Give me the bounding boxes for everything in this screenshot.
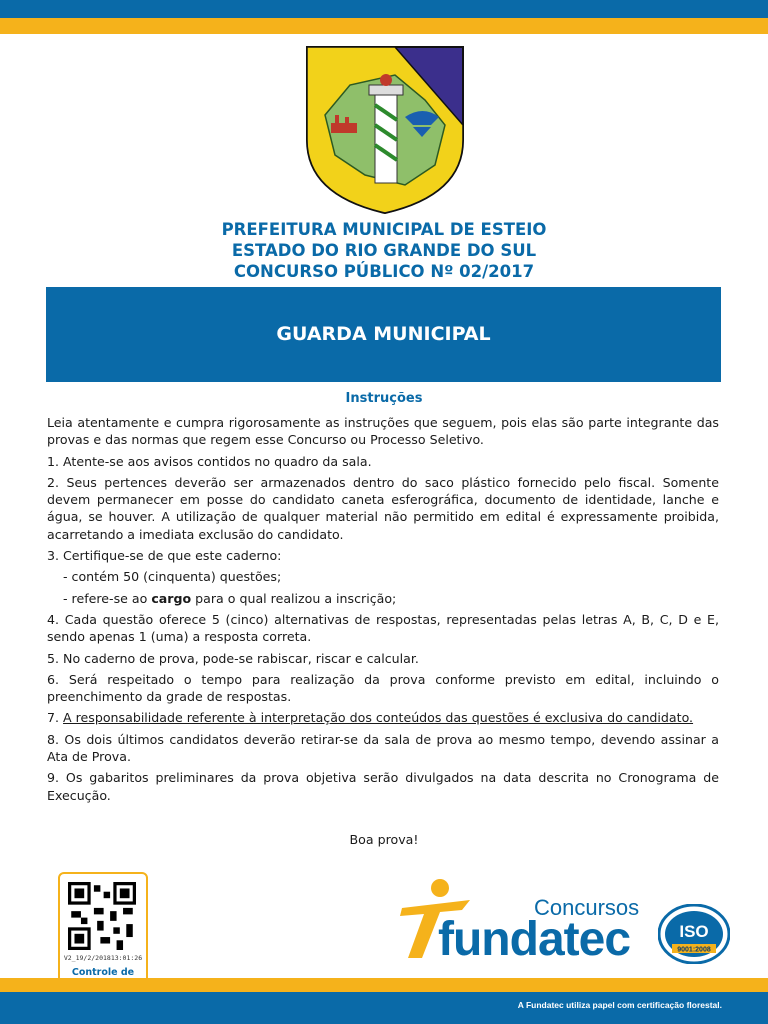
instruction-item-6: 6. Será respeitado o tempo para realização da prova conforme previsto em edital, incluindo o preenchimento da grade de respostas. — [47, 671, 719, 705]
seal-code: V2_19/2/201813:01:26 — [63, 954, 143, 962]
instruction-item-9: 9. Os gabaritos preliminares da prova objetiva serão divulgados na data descrita no Cronograma de Execução. — [47, 770, 719, 803]
item-3b-suffix: para o qual realizou a inscrição; — [191, 590, 397, 606]
instruction-item-3a: - contém 50 (cinquenta) questões; — [63, 569, 282, 585]
instruction-item-7 — [47, 709, 719, 726]
logo-concursos: Concursos — [534, 895, 640, 920]
iso-badge-icon — [658, 904, 730, 964]
top-blue-stripe — [0, 0, 768, 18]
heading-line-2: ESTADO DO RIO GRANDE DO SUL — [231, 241, 537, 260]
instructions-body — [47, 414, 719, 808]
position-title: GUARDA MUNICIPAL — [276, 323, 491, 345]
instruction-item-3: 3. Certifique-se de que este caderno: — [47, 548, 282, 564]
instruction-item-1: 1. Atente-se aos avisos contidos no quadro da sala. — [47, 453, 372, 469]
instruction-item-4: 4. Cada questão oferece 5 (cinco) alternativas de respostas, representadas pelas letras A, B, C, D e E, sendo apenas 1 (uma) a resposta correta. — [47, 611, 719, 645]
item-7-text: A responsabilidade referente à interpretação dos conteúdos das questões é exclusiva do candidato. — [63, 710, 694, 726]
item-7-number: 7. — [47, 710, 64, 726]
municipal-crest-icon — [305, 45, 465, 215]
instruction-item-5: 5. No caderno de prova, pode-se rabiscar, riscar e calcular. — [47, 650, 419, 666]
iso-label: ISO — [679, 922, 709, 941]
document-heading — [0, 219, 768, 282]
qr-code-icon — [68, 882, 136, 950]
position-banner — [46, 287, 721, 382]
item-3b-prefix: - refere-se ao — [63, 590, 152, 606]
logo-fundatec: fundatec — [438, 913, 631, 966]
instruction-item-8: 8. Os dois últimos candidatos deverão retirar-se da sala de prova ao mesmo tempo, devendo assinar a Ata de Prova. — [47, 731, 719, 765]
seal-line-1: Controle de — [71, 967, 135, 978]
heading-line-3: CONCURSO PÚBLICO Nº 02/2017 — [233, 262, 535, 281]
bottom-yellow-stripe — [0, 978, 768, 992]
instructions-title: Instruções — [345, 391, 423, 406]
footer-note: A Fundatec utiliza papel com certificação florestal. — [517, 1000, 722, 1010]
closing-message: Boa prova! — [349, 832, 419, 847]
instructions-intro: Leia atentamente e cumpra rigorosamente as instruções que seguem, pois elas são parte integrante das provas e das normas que regem esse Concurso ou Processo Seletivo. — [47, 415, 719, 448]
iso-standard: 9001:2008 — [677, 946, 711, 954]
instruction-item-3b — [47, 590, 719, 607]
instruction-item-2: 2. Seus pertences deverão ser armazenados dentro do saco plástico fornecido pelo fiscal. Somente devem permanecer em posse do candidato caneta esferográfica, documento de identidade, lanche e água, se houver. A utilização de qualquer material não permitido em edital é expressamente proibida, acarretando a imediata exclusão do candidato. — [47, 474, 719, 542]
heading-line-1: PREFEITURA MUNICIPAL DE ESTEIO — [221, 220, 547, 239]
item-3b-bold: cargo — [151, 590, 192, 606]
top-yellow-stripe — [0, 18, 768, 34]
